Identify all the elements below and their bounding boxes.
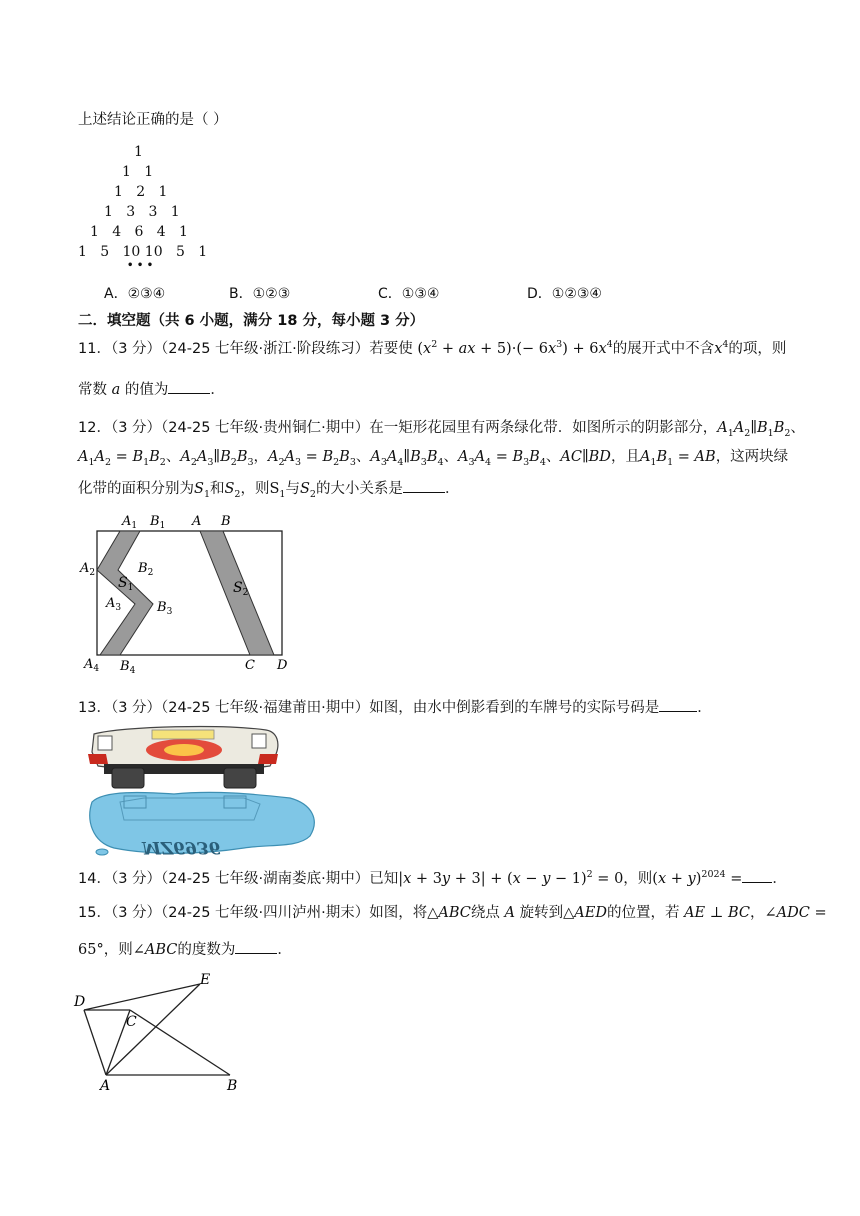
tail-light-left [88,754,108,764]
pascal-row: 1 1 [122,164,154,180]
option-text: ②③④ [127,286,166,302]
label-d: D [74,994,86,1010]
wheel-right [224,768,256,788]
q11-tail: 的展开式中不含 [612,341,715,357]
option-text: ①③④ [401,286,440,302]
option-text: ①②③ [252,286,291,302]
q12-end: ． [444,481,460,497]
label-b1: $B_1$ [150,514,166,531]
section-title: 二．填空题（共 6 小题，满分 18 分，每小题 3 分） [78,313,425,329]
label-e: E [200,972,211,988]
option-letter: B． [229,286,253,302]
label-s1: $S_1$ [118,575,134,593]
tail-light-right [258,754,278,764]
q12-text: 的大小关系是 [315,481,403,497]
pascal-row: 1 2 1 [114,184,168,200]
q14-then: ，则 [623,871,653,887]
q12-text: ，则 [240,481,270,497]
q14-number: 14． [78,871,111,887]
q11-text: 的值为 [124,382,169,398]
car-mirror-left [98,736,112,750]
q15-text: 绕点 [470,905,500,921]
label-c: C [126,1014,137,1030]
pascal-row: 1 3 3 1 [104,204,180,220]
pascal-ellipsis: • • • [127,260,154,271]
q13-line1 [78,697,712,718]
q11-line1: 11．（3 分）（24-25 七年级·浙江·阶段练习）若要使 ($x^2$ + ax + $5)\cdot(- 6x^3) + 6x^4$的展开式中不含$x^4$的项，则 [78,339,787,357]
q12-number: 12． [78,420,111,436]
q12-sep: 、 [355,449,371,465]
q14-end: ． [772,871,787,887]
wheel-left [112,768,144,788]
q14-line1: 14．（3 分）（24-25 七年级·湖南娄底·期中）已知$|x + 3y + 3| + (x - y - 1)^2 = 0$，则$(x + y)^{2024}$ = ． [78,869,787,887]
q12-line3: 化带的面积分别为$S_1$和$S_2$，则$S_1$与$S_2$的大小关系是 ． [78,478,459,499]
segment-de [84,984,200,1010]
q12-line2: $A_1A_2 = B_1B_2$、$A_2A_3\parallel B_2B_3$，$A_2A_3 = B_2B_3$、$A_3A_4\parallel B_3B_4$、$A_3A_4 = B_3B_4$、AC∥BD，且$A_1B_1$ = AB，这两块绿 [78,449,789,468]
q11-number: 11． [78,341,111,357]
q15-text: 旋转到 [519,905,564,921]
q15-end: ． [277,942,292,958]
q12-sep: 、 [545,449,561,465]
q15-line1: 15．（3 分）（24-25 七年级·四川泸州·期末）如图，将△ABC绕点 A 旋转到△AED的位置，若 AE ⊥ BC，∠ADC = [78,905,827,921]
q12-sep: 、 [790,420,805,436]
label-b3: $B_3$ [157,600,173,617]
q12-text: 和 [209,481,225,497]
q15-text: ，则 [103,942,133,958]
segment-ea [106,984,200,1075]
option-letter: C． [378,286,402,302]
q12-sep: 、 [165,449,181,465]
q12-line1: 12．（3 分）（24-25 七年级·贵州铜仁·期中）在一矩形花园里有两条绿化带．如图所示的阴影部分，$A_1A_2\parallel B_1B_2$、 [78,420,805,439]
label-b: B [227,1078,238,1094]
option-letter: A． [104,286,128,302]
q12-figure [78,512,303,674]
pascal-row: 1 4 6 4 1 [90,224,188,240]
q15-answer-blank[interactable] [235,939,277,954]
label-b2: $B_2$ [138,561,154,578]
q11-tail2: 的项，则 [728,341,787,357]
q15-number: 15． [78,905,111,921]
q11-end: ． [210,382,225,398]
question-prompt: 上述结论正确的是（ ） [78,112,228,128]
label-a3: $A_3$ [106,596,122,613]
option-d[interactable] [527,283,602,303]
label-a: A [100,1078,111,1094]
car-mirror-right [252,734,266,748]
license-plate [152,730,214,739]
reflected-plate-number: MZ6936 [142,837,221,857]
q15-text: 的位置，若 [606,905,680,921]
label-c: C [245,658,255,673]
q15-text: （3 分）（24-25 七年级·四川泸州·期末）如图，将 [110,905,428,921]
q13-answer-blank[interactable] [659,697,697,712]
q11-answer-blank[interactable] [168,379,210,394]
q12-source: （3 分）（24-25 七年级·贵州铜仁·期中）在一矩形花园里有两条绿化带．如图所示的阴影部分， [110,420,718,436]
q14-answer-blank[interactable] [742,868,772,883]
label-a4: $A_4$ [84,657,100,674]
segment-da [84,1010,106,1075]
label-a2: $A_2$ [80,561,96,578]
car-yellow-glow [164,744,204,756]
q11-text: 常数 [78,382,107,398]
label-b4: $B_4$ [120,659,136,674]
label-a: A [192,514,202,529]
q12-and: 且 [625,449,640,465]
label-d: D [277,658,288,673]
pascal-row: 1 [134,144,143,160]
q15-text: 的度数为 [177,942,236,958]
pascal-row: 1 5 10 10 5 1 [78,244,208,260]
q13-text: （3 分）（24-25 七年级·福建莆田·期中）如图，由水中倒影看到的车牌号的实际号码是 [110,700,660,716]
q14-text: （3 分）（24-25 七年级·湖南娄底·期中）已知 [110,871,399,887]
q11-source: （3 分）（24-25 七年级·浙江·阶段练习）若要使 [110,341,413,357]
option-b[interactable] [229,283,290,303]
q15-line2: 65°，则∠ABC的度数为 ． [78,939,292,960]
water-droplet [96,849,108,855]
q12-sep: 、 [443,449,459,465]
q12-text: 与 [285,481,300,497]
green-belt-s1 [97,531,153,655]
option-a[interactable] [104,283,165,303]
q12-text: 化带的面积分别为 [78,481,194,497]
option-c[interactable] [378,283,439,303]
q13-number: 13． [78,700,111,716]
label-s2: $S_2$ [233,580,249,598]
label-a1: $A_1$ [122,514,138,531]
option-text: ①②③④ [551,286,602,302]
q12-answer-blank[interactable] [403,478,445,493]
q15-figure [72,968,248,1094]
label-b: B [221,514,231,529]
q13-end: ． [697,700,712,716]
q12-comma: ，这两块绿 [715,449,789,465]
q13-car-figure [84,724,320,858]
q11-line2: 常数 a 的值为 ． [78,379,225,400]
segment-cb [130,1010,230,1075]
option-letter: D． [527,286,552,302]
